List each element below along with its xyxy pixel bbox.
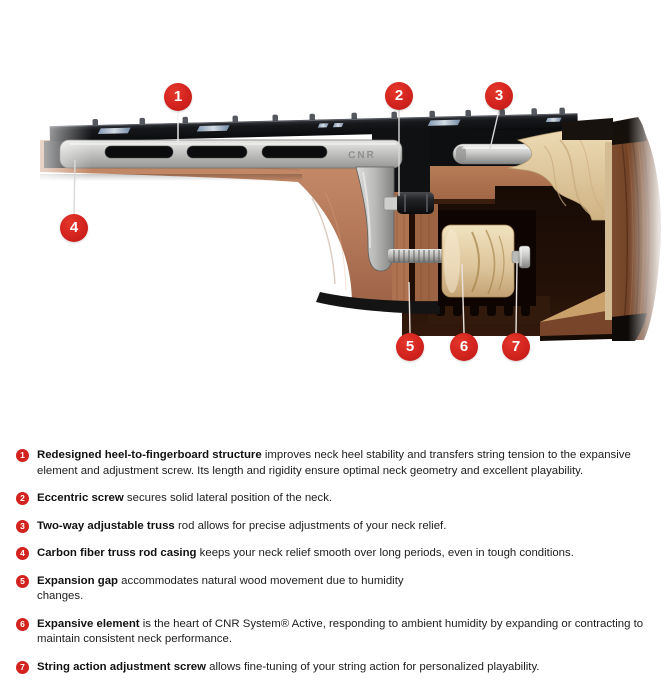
callout-2: 2 <box>385 82 413 110</box>
legend-rest-4: keeps your neck relief smooth over long periods, even in tough conditions. <box>196 547 574 559</box>
legend-text-5 <box>37 574 417 605</box>
expansive-element <box>442 225 514 297</box>
legend-text-7 <box>37 660 539 676</box>
legend-text-4 <box>37 546 574 562</box>
legend-rest-1: improves neck heel stability and transfers string tension to the expansive element and adjustment screw. Its length and rigidity ensure optimal neck geometry and excellent playability. <box>37 449 631 477</box>
threaded-rod <box>388 249 446 263</box>
legend <box>16 448 664 687</box>
legend-item-2 <box>16 491 664 507</box>
legend-rest-7: allows fine-tuning of your string action for personalized playability. <box>206 660 540 673</box>
legend-bullet-1: 1 <box>16 449 29 462</box>
legend-bullet-4: 4 <box>16 547 29 560</box>
legend-lead-5: Expansion gap <box>37 574 119 587</box>
legend-rest-5: accommodates natural wood movement due to humidity changes. <box>37 574 404 602</box>
legend-bullet-5: 5 <box>16 575 29 588</box>
legend-item-6 <box>16 617 664 648</box>
cnr-engraving: CNR <box>348 149 376 162</box>
legend-lead-3: Two-way adjustable truss <box>37 519 175 532</box>
legend-lead-4: Carbon fiber truss rod casing <box>37 547 197 559</box>
legend-rest-2: secures solid lateral position of the neck. <box>123 492 333 504</box>
insert-slots <box>105 146 327 158</box>
legend-text-3 <box>37 519 446 535</box>
legend-bullet-6: 6 <box>16 618 29 631</box>
legend-lead-2: Eccentric screw <box>37 492 124 504</box>
legend-item-7 <box>16 660 664 676</box>
legend-text-1 <box>37 448 659 479</box>
legend-rest-6: is the heart of CNR System® Active, responding to ambient humidity by expanding or contracting to maintain consistent neck performance. <box>37 617 644 645</box>
right-fade <box>628 0 672 428</box>
legend-item-3 <box>16 519 664 535</box>
legend-rest-3: rod allows for precise adjustments of your neck relief. <box>174 519 447 532</box>
legend-lead-6: Expansive element <box>37 617 140 630</box>
legend-item-4 <box>16 546 664 562</box>
legend-bullet-2: 2 <box>16 492 29 505</box>
legend-bullet-3: 3 <box>16 520 29 533</box>
callout-4: 4 <box>60 214 88 242</box>
legend-text-2 <box>37 491 332 507</box>
callout-5: 5 <box>396 333 424 361</box>
legend-item-1 <box>16 448 664 479</box>
legend-lead-7: String action adjustment screw <box>37 660 206 673</box>
legend-bullet-7: 7 <box>16 661 29 674</box>
callout-1: 1 <box>164 83 192 111</box>
legend-text-6 <box>37 617 659 648</box>
callout-6: 6 <box>450 333 478 361</box>
legend-lead-1: Redesigned heel-to-fingerboard structure <box>37 449 262 461</box>
callout-7: 7 <box>502 333 530 361</box>
callout-3: 3 <box>485 82 513 110</box>
legend-item-5 <box>16 574 664 605</box>
